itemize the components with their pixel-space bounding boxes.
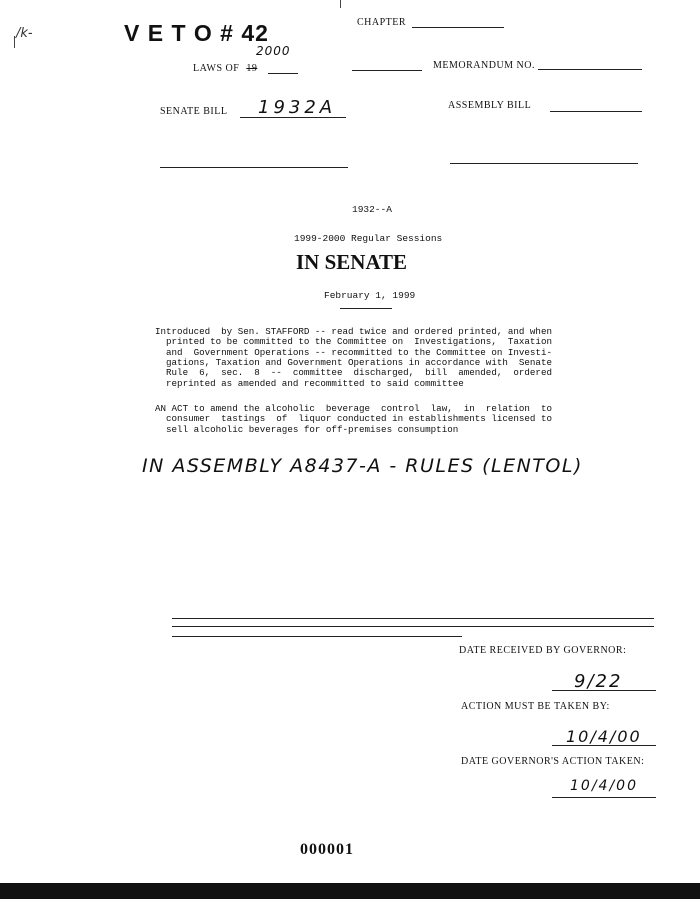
scan-mark	[340, 0, 341, 8]
veto-number: V E T O # 42	[124, 20, 269, 46]
laws-year-handwritten: 2000	[256, 44, 291, 58]
assembly-bill-label: ASSEMBLY BILL	[448, 100, 532, 111]
introduced-line: printed to be committed to the Committee on Investigations, Taxation	[155, 336, 552, 348]
scan-mark	[14, 36, 15, 48]
introduced-line: Rule 6, sec. 8 -- committee discharged, bill amended, ordered	[155, 367, 552, 379]
divider-line-1	[172, 618, 654, 619]
introduced-line: and Government Operations -- recommitted to the Committee on Investi-	[155, 346, 552, 358]
corner-handwritten-mark: /k-	[16, 26, 33, 41]
chapter-line	[412, 27, 504, 28]
laws-year-printed: 19	[246, 63, 258, 74]
action-must-value: 10/4/00	[566, 727, 642, 746]
signature-line-right	[450, 163, 638, 164]
action-must-line	[552, 745, 656, 746]
memorandum-line	[538, 69, 642, 70]
signature-line-left	[160, 167, 348, 168]
blank-line-mid	[352, 70, 422, 71]
action-taken-line	[552, 797, 656, 798]
action-taken-label: DATE GOVERNOR'S ACTION TAKEN:	[461, 756, 645, 767]
session-line: 1999-2000 Regular Sessions	[294, 233, 443, 244]
introduced-line: reprinted as amended and recommitted to said committee	[155, 377, 464, 389]
action-taken-value: 10/4/00	[570, 778, 638, 794]
house-heading: IN SENATE	[296, 250, 408, 274]
assembly-bill-line	[550, 111, 642, 112]
assembly-note-handwritten: IN ASSEMBLY A8437-A - RULES (LENTOL)	[142, 455, 583, 477]
act-line: AN ACT to amend the alcoholic beverage control law, in relation to	[155, 403, 552, 414]
memorandum-label: MEMORANDUM NO.	[433, 60, 536, 71]
laws-label: LAWS OF	[193, 63, 240, 74]
page-number: 000001	[300, 841, 354, 858]
date-received-value: 9/22	[574, 671, 623, 692]
introduced-line: gations, Taxation and Government Operations in accordance with Senate	[155, 356, 552, 368]
act-line: consumer tastings of liquor conducted in establishments licensed to	[155, 413, 552, 425]
date-underline	[340, 308, 392, 309]
bill-date: February 1, 1999	[324, 290, 416, 301]
date-received-label: DATE RECEIVED BY GOVERNOR:	[459, 645, 627, 656]
action-must-label: ACTION MUST BE TAKEN BY:	[461, 701, 610, 712]
introduced-line: Introduced by Sen. STAFFORD -- read twice and ordered printed, and when	[155, 326, 552, 337]
date-received-line	[552, 690, 656, 691]
laws-of-label	[193, 63, 257, 74]
chapter-label: CHAPTER	[357, 17, 407, 28]
laws-line	[268, 73, 298, 74]
act-line: sell alcoholic beverages for off-premises consumption	[155, 423, 459, 435]
senate-bill-value: 1932A	[258, 97, 337, 118]
senate-bill-label: SENATE BILL	[160, 106, 228, 117]
bill-number: 1932--A	[352, 204, 392, 215]
divider-line-3	[172, 636, 462, 637]
bottom-scan-bar	[0, 883, 700, 899]
senate-bill-line	[240, 117, 346, 118]
divider-line-2	[172, 626, 654, 627]
